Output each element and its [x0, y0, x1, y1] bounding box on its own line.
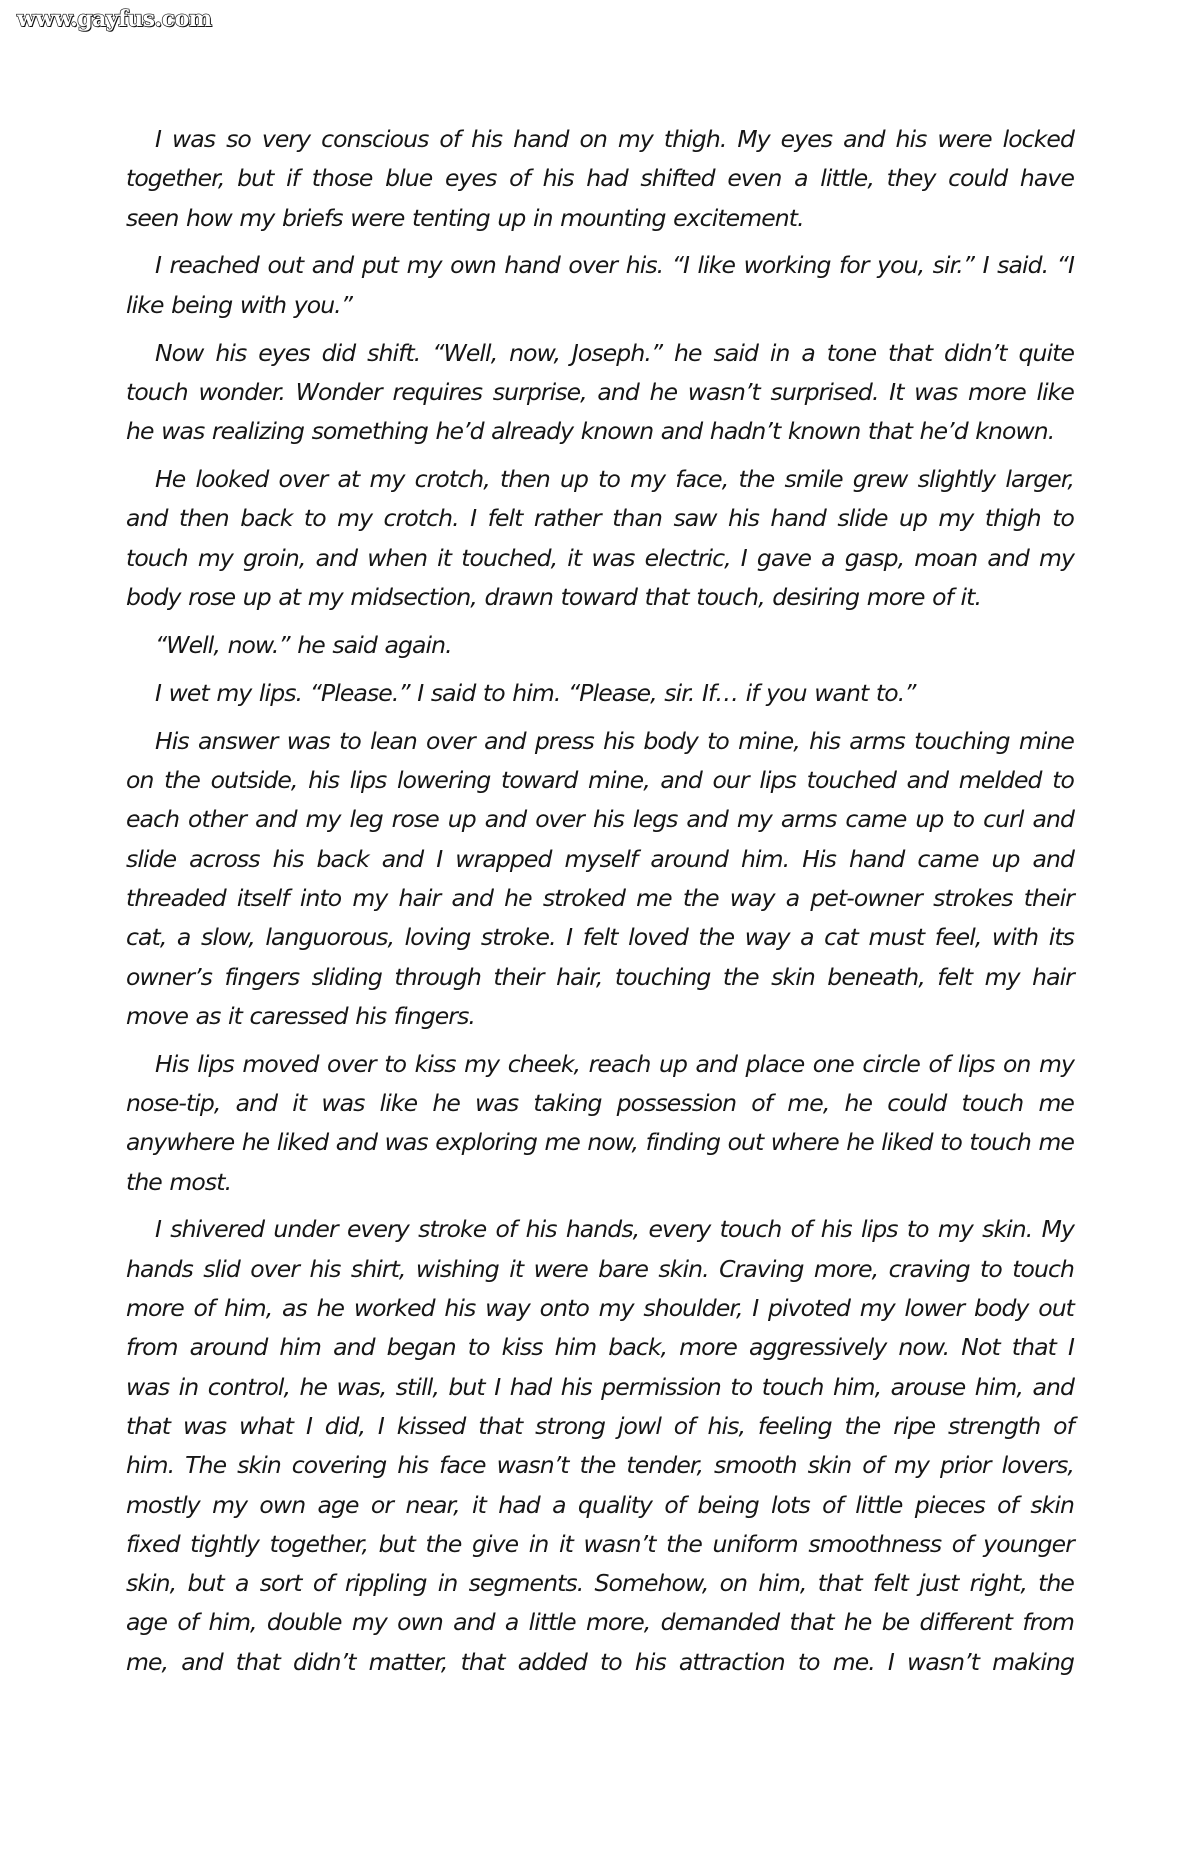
- text-line: the most.: [126, 1167, 232, 1196]
- text-line: skin, but a sort of rippling in segments. Somehow, on him, that felt just right, the: [126, 1569, 1074, 1598]
- paragraph: [126, 722, 1074, 1036]
- text-line: each other and my leg rose up and over his legs and my arms came up to curl and: [126, 805, 1074, 834]
- text-line: His answer was to lean over and press his body to mine, his arms touching mine: [155, 726, 1074, 755]
- text-line: together, but if those blue eyes of his had shifted even a little, they could have: [126, 164, 1074, 193]
- paragraph: [126, 626, 1074, 665]
- site-watermark: www.gayfus.com: [17, 6, 212, 32]
- text-line: more of him, as he worked his way onto my shoulder, I pivoted my lower body out: [126, 1294, 1074, 1323]
- paragraph: [126, 674, 1074, 713]
- text-line: mostly my own age or near, it had a quality of being lots of little pieces of skin: [126, 1490, 1074, 1519]
- text-line: age of him, double my own and a little more, demanded that he be different from: [126, 1608, 1074, 1637]
- text-line: and then back to my crotch. I felt rather than saw his hand slide up my thigh to: [126, 504, 1074, 533]
- paragraph: [126, 246, 1074, 325]
- text-line: I wet my lips. “Please.” I said to him. “Please, sir. If… if you want to.”: [155, 678, 916, 707]
- text-line: I was so very conscious of his hand on my thigh. My eyes and his were locked: [155, 125, 1074, 153]
- text-line: fixed tightly together, but the give in it wasn’t the uniform smoothness of younger: [126, 1529, 1074, 1558]
- text-line: Now his eyes did shift. “Well, now, Joseph.” he said in a tone that didn’t quite: [155, 338, 1074, 367]
- text-line: threaded itself into my hair and he stroked me the way a pet-owner strokes their: [126, 883, 1074, 912]
- text-line: that was what I did, I kissed that strong jowl of his, feeling the ripe strength of: [126, 1411, 1074, 1440]
- paragraph: [126, 1210, 1074, 1682]
- text-line: he was realizing something he’d already known and hadn’t known that he’d known.: [126, 417, 1055, 446]
- paragraph: [126, 1045, 1074, 1202]
- text-line: cat, a slow, languorous, loving stroke. I felt loved the way a cat must feel, with its: [126, 923, 1074, 952]
- text-line: on the outside, his lips lowering toward mine, and our lips touched and melded to: [126, 766, 1074, 795]
- paragraph: [126, 120, 1074, 238]
- text-line: move as it caressed his fingers.: [126, 1001, 475, 1030]
- text-line: seen how my briefs were tenting up in mounting excitement.: [126, 203, 804, 232]
- text-line: I reached out and put my own hand over his. “I like working for you, sir.” I said. “I: [155, 251, 1074, 280]
- text-line: touch my groin, and when it touched, it was electric, I gave a gasp, moan and my: [126, 543, 1074, 572]
- text-line: His lips moved over to kiss my cheek, reach up and place one circle of lips on my: [155, 1049, 1074, 1078]
- text-line: nose-tip, and it was like he was taking possession of me, he could touch me: [126, 1088, 1074, 1117]
- text-line: from around him and began to kiss him back, more aggressively now. Not that I: [126, 1333, 1074, 1362]
- book-page-text: [126, 120, 1074, 1691]
- text-line: body rose up at my midsection, drawn toward that touch, desiring more of it.: [126, 583, 982, 612]
- text-line: him. The skin covering his face wasn’t the tender, smooth skin of my prior lovers,: [126, 1451, 1074, 1480]
- text-line: slide across his back and I wrapped myself around him. His hand came up and: [126, 844, 1074, 873]
- text-line: “Well, now.” he said again.: [155, 630, 452, 659]
- text-line: owner’s fingers sliding through their hair, touching the skin beneath, felt my hair: [126, 962, 1074, 991]
- paragraph: [126, 460, 1074, 617]
- paragraph: [126, 334, 1074, 452]
- text-line: like being with you.”: [126, 290, 353, 319]
- text-line: was in control, he was, still, but I had his permission to touch him, arouse him, and: [126, 1372, 1074, 1401]
- text-line: I shivered under every stroke of his hands, every touch of his lips to my skin. My: [155, 1215, 1074, 1244]
- text-line: me, and that didn’t matter, that added to his attraction to me. I wasn’t making: [126, 1647, 1074, 1676]
- text-line: He looked over at my crotch, then up to my face, the smile grew slightly larger,: [155, 465, 1074, 494]
- text-line: anywhere he liked and was exploring me now, finding out where he liked to touch me: [126, 1128, 1074, 1157]
- text-line: hands slid over his shirt, wishing it were bare skin. Craving more, craving to touch: [126, 1254, 1074, 1283]
- text-line: touch wonder. Wonder requires surprise, and he wasn’t surprised. It was more like: [126, 377, 1074, 406]
